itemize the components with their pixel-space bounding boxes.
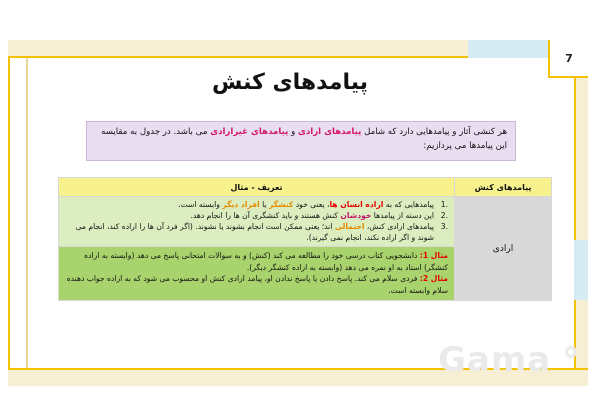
header-definition: تعریف - مثال — [59, 178, 455, 197]
intro-text-1: هر کنشی آثار و پیامدهایی دارد که شامل — [361, 127, 507, 137]
definition-item-3 — [65, 221, 448, 243]
intro-highlight-2: پیامدهای غیرارادی — [210, 127, 289, 137]
example-label: مثال 2: — [419, 274, 448, 283]
definition-highlight: اراده انسان ها — [329, 200, 384, 209]
intro-box — [86, 121, 516, 161]
frame-top-accent — [468, 40, 548, 58]
table-header-row — [59, 178, 552, 197]
definition-text: وابسته است. — [178, 200, 223, 209]
definition-highlight: کنشگر — [268, 200, 294, 209]
header-type: پیامدهای کنش — [455, 178, 552, 197]
definition-highlight: افراد دیگر — [222, 200, 260, 209]
watermark-dot-icon — [565, 346, 577, 358]
example-label: مثال 1: — [419, 251, 448, 260]
slide-number: 7 — [548, 40, 588, 78]
definition-text: پیامدهای ارادی کنش، — [364, 222, 434, 231]
intro-text-2: و — [288, 127, 298, 137]
frame-right-bar — [574, 78, 588, 378]
definition-text: اند؛ یعنی ممکن است انجام بشوند یا نشوند. (اگر فرد آن ها را اراده کند، انجام می شوند و اگر اراده نکند، انجام نمی گیرند). — [75, 222, 434, 242]
definition-number: .2 — [440, 211, 448, 220]
example-text: دانشجویی کتاب درسی خود را مطالعه می کند (کنش) و به سوالات امتحانی پاسخ می دهد (وابسته به اراده کنشگر) استاد به او نمره می دهد (وابسته به اراده کنشگر دیگر). — [84, 251, 448, 272]
example-item-2 — [65, 273, 448, 296]
frame-right-accent — [574, 240, 588, 300]
intro-text-3: می باشد. در جدول به مقایسه این پیامدها می پردازیم: — [101, 127, 507, 151]
definition-text: کنش هستند و باید کنشگری آن ها را انجام دهد. — [190, 211, 341, 220]
frame-top-bar — [8, 40, 468, 58]
definition-text: این دسته از پیامدها — [371, 211, 434, 220]
frame-left-line — [26, 58, 28, 368]
consequences-table — [58, 177, 552, 301]
intro-highlight-1: پیامدهای ارادی — [297, 127, 362, 137]
definition-text: ، یعنی خود — [293, 200, 330, 209]
definition-number: .1 — [440, 200, 448, 209]
definitions-cell — [59, 197, 455, 247]
slide-title: پیامدهای کنش — [211, 70, 369, 95]
definition-text: پیامدهایی که به — [383, 200, 434, 209]
watermark-logo: Gama — [438, 340, 552, 380]
definition-text: یا — [259, 200, 269, 209]
definition-number: .3 — [440, 222, 448, 231]
examples-cell — [59, 247, 455, 301]
definition-highlight: خودشان — [340, 211, 372, 220]
example-item-1 — [65, 250, 448, 273]
table-row-definitions — [59, 197, 552, 247]
example-text: فردی سلام می کند. پاسخ دادن یا پاسخ ندادن او، پیامد ارادی کنش او محسوب می شود که به اراده جواب دهنده سلام وابسته است. — [66, 274, 448, 295]
definition-highlight: احتمالی — [334, 222, 365, 231]
definition-item-2 — [65, 210, 448, 221]
row-type-voluntary: ارادی — [455, 197, 552, 301]
definition-item-1 — [65, 199, 448, 210]
